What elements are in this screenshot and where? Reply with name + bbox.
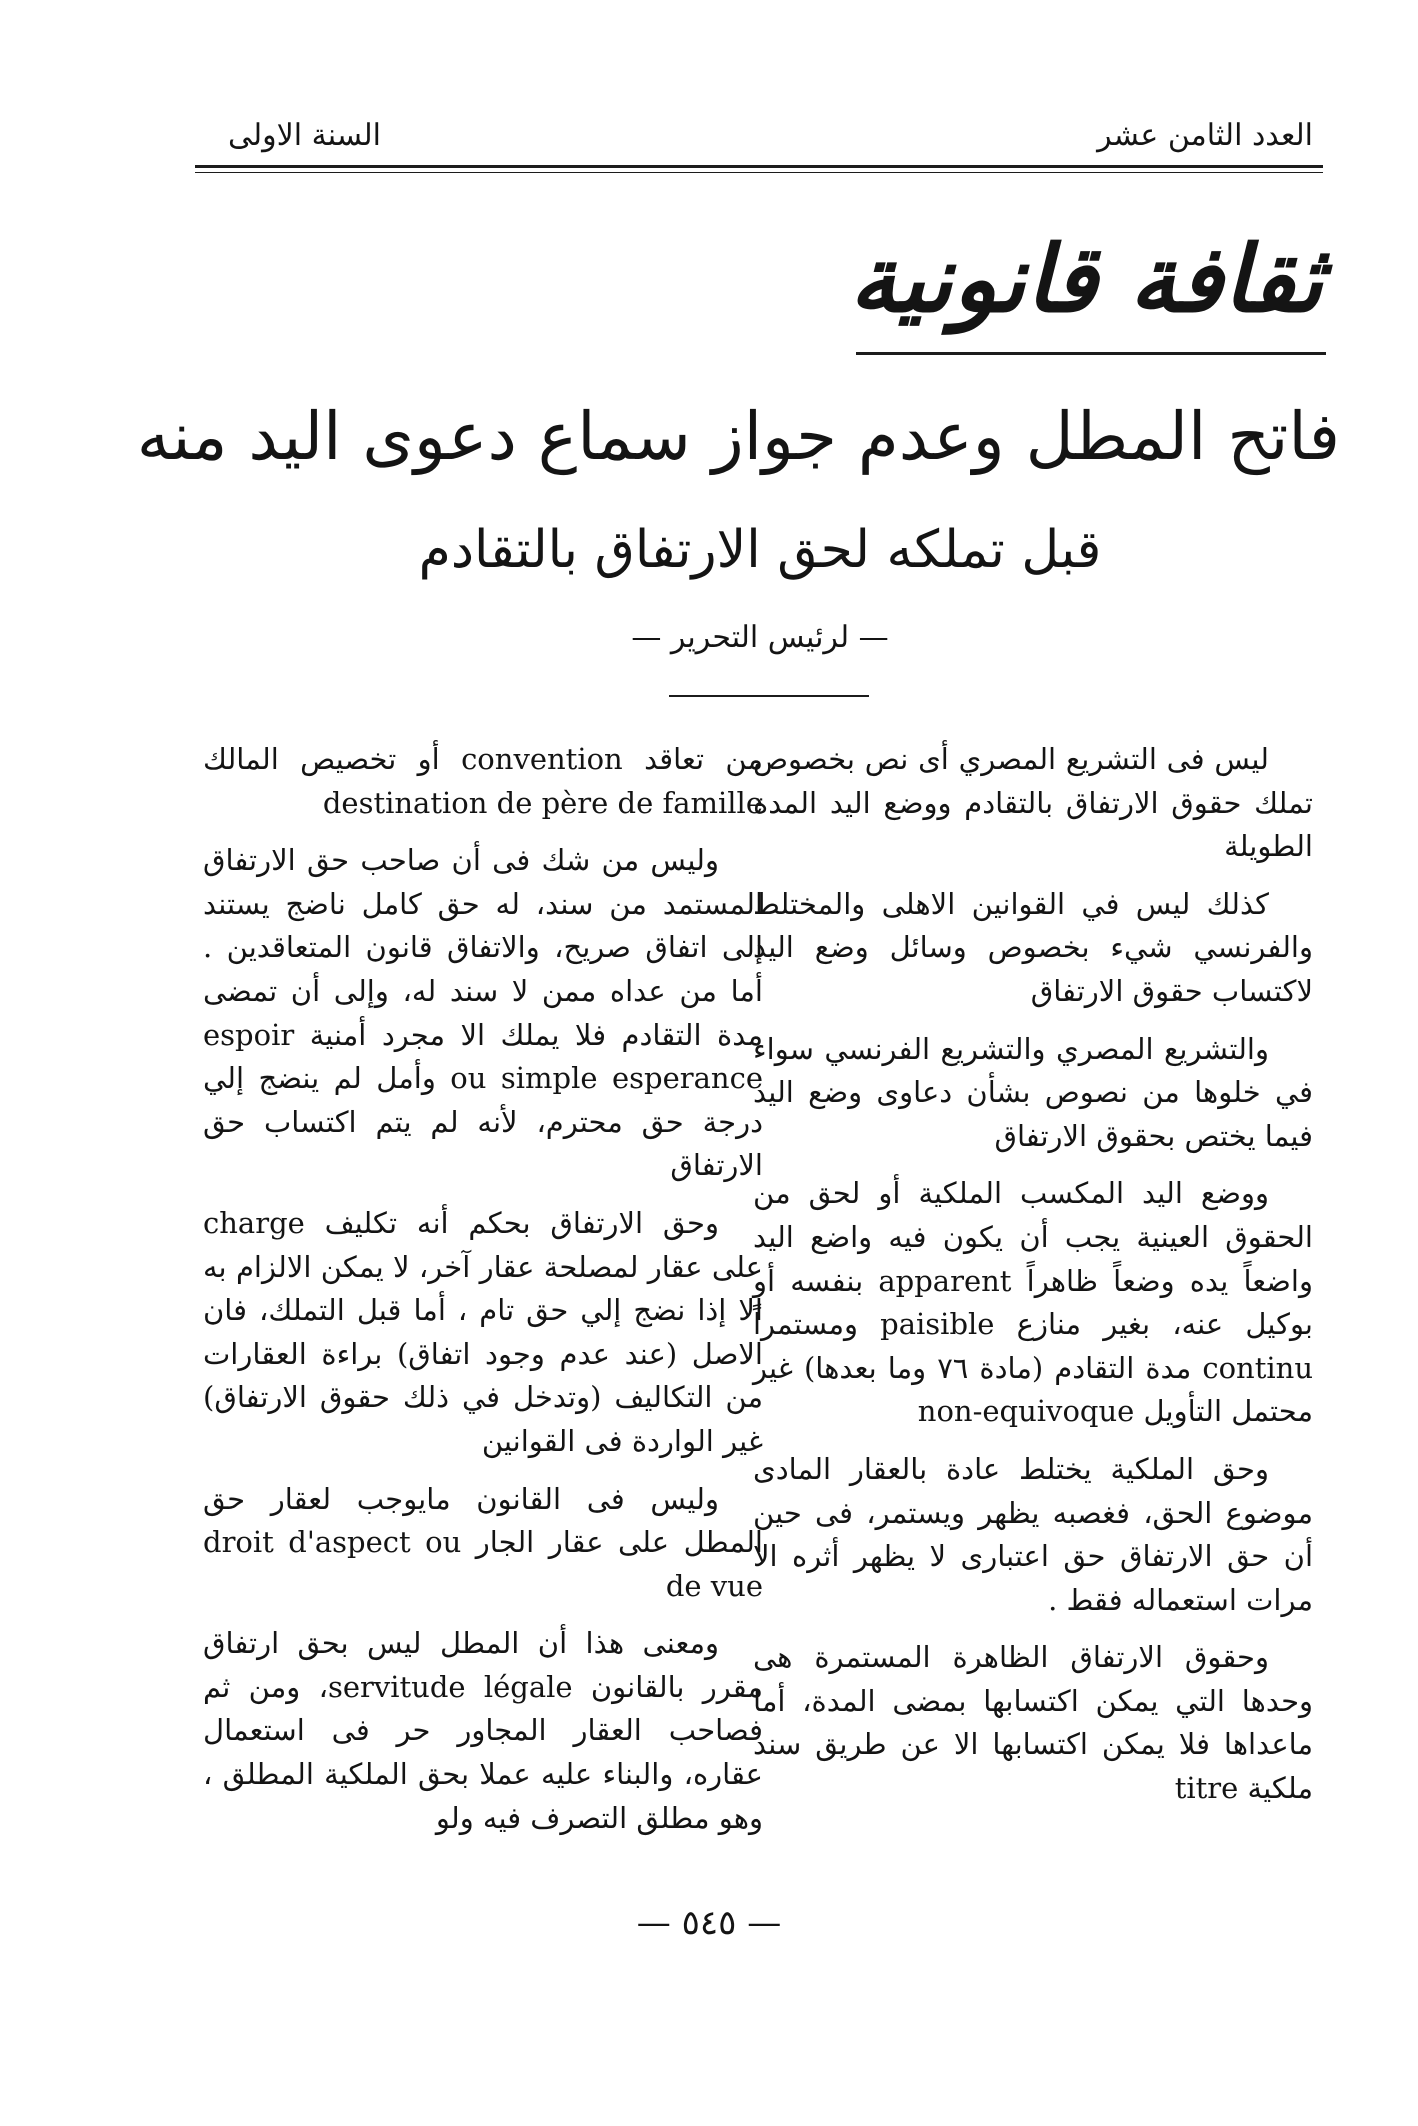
paragraph: كذلك ليس في القوانين الاهلى والمختلط والفرنسي شيء بخصوص وسائل وضع اليد لاكتساب حقوق الارتفاق — [753, 886, 1313, 1008]
header-rule-top — [195, 165, 1323, 168]
section-title-underline — [856, 352, 1326, 355]
header-rule-bottom — [195, 172, 1323, 173]
paragraph: ووضع اليد المكسب الملكية أو لحق من الحقوق العينية يجب أن يكون فيه واضع اليد واضعاً يده وضعاً ظاهراً apparent بنفسه أو بوكيل عنه، بغير منازع paisible ومستمراً continu مدة التقادم (مادة ٧٦ وما بعدها) غير محتمل التأويل non-equivoque — [753, 1176, 1313, 1429]
paragraph: من تعاقد convention أو تخصيص المالك destination de père de famille — [203, 742, 763, 820]
paragraph: وليس فى القانون مايوجب لعقار حق المطل على عقار الجار droit d'aspect ou de vue — [203, 1481, 763, 1603]
article-title-line2: قبل تملكه لحق الارتفاق بالتقادم — [418, 520, 1102, 580]
paragraph: وحقوق الارتفاق الظاهرة المستمرة هى وحدها التي يمكن اكتسابها بمضى المدة، أما ماعداها فلا يمكن اكتسابها الا عن طريق سند ملكية titre — [753, 1640, 1313, 1806]
paragraph: وحق الارتفاق بحكم أنه تكليف charge على عقار لمصلحة عقار آخر، لا يمكن الالزام به الا إذا نضج إلي حق تام ، أما قبل التملك، فان الاصل (عند عدم وجود اتفاق) براءة العقارات من التكاليف (وتدخل في ذلك حقوق الارتفاق) غير الواردة فى القوانين — [203, 1205, 763, 1458]
paragraph: ليس فى التشريع المصري أى نص بخصوص تملك حقوق الارتفاق بالتقادم ووضع اليد المدة الطويلة — [753, 742, 1313, 864]
year-label: السنة الاولى — [228, 118, 381, 153]
article-title-line1: فاتح المطل وعدم جواز سماع دعوى اليد منه — [136, 398, 1340, 475]
paragraph: ومعنى هذا أن المطل ليس بحق ارتفاق مقرر بالقانون servitude légale، ومن ثم فصاحب العقار المجاور حر فى استعمال عقاره، والبناء عليه عملا بحق الملكية المطلق ، وهو مطلق التصرف فيه ولو — [203, 1626, 763, 1835]
title-separator — [669, 695, 869, 697]
page-number: — ٥٤٥ — — [636, 1903, 782, 1943]
paragraph: وليس من شك فى أن صاحب حق الارتفاق المستمد من سند، له حق كامل ناضج يستند إلى اتفاق صريح، والاتفاق قانون المتعاقدين . أما من عداه ممن لا سند له، وإلى أن تمضى مدة التقادم فلا يملك الا مجرد أمنية espoir ou simple esperance وأمل لم ينضج إلي درجة حق محترم، لأنه لم يتم اكتساب حق الارتفاق — [203, 843, 763, 1183]
section-title: ثقافة قانونية — [849, 225, 1323, 333]
issue-label: العدد الثامن عشر — [1097, 118, 1313, 153]
article-byline: — لرئيس التحرير — — [631, 620, 889, 655]
paragraph: وحق الملكية يختلط عادة بالعقار المادى موضوع الحق، فغصبه يظهر ويستمر، فى حين أن حق الارتفاق حق اعتبارى لا يظهر أثره الا مرات استعماله فقط . — [753, 1451, 1313, 1617]
paragraph: والتشريع المصري والتشريع الفرنسي سواء في خلوها من نصوص بشأن دعاوى وضع اليد فيما يختص بحقوق الارتفاق — [753, 1031, 1313, 1153]
left-column — [203, 738, 763, 1854]
right-column — [753, 738, 1313, 1825]
